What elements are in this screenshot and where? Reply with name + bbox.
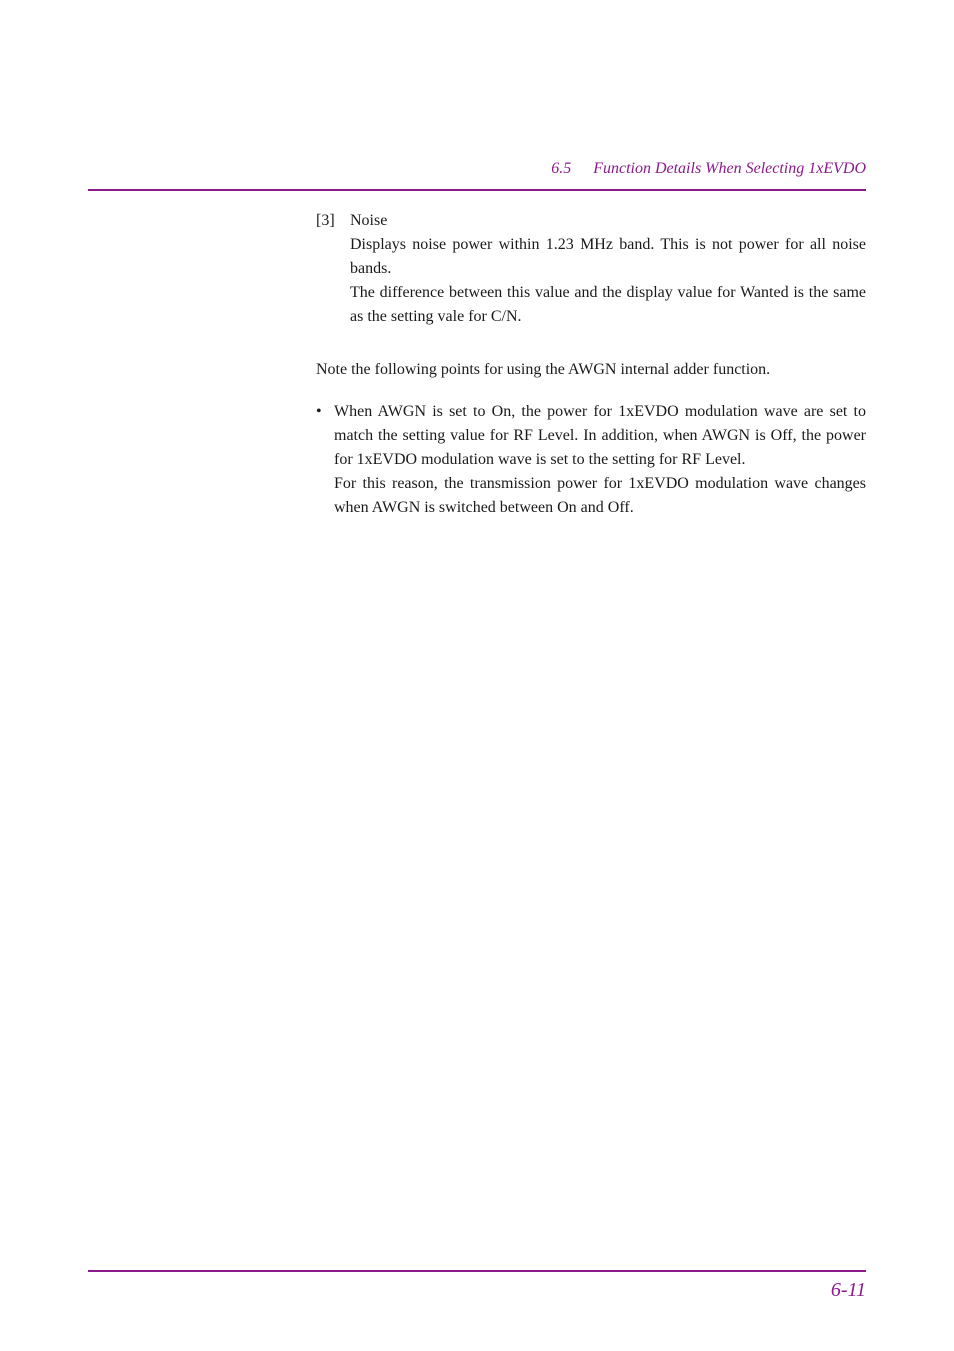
running-header — [551, 160, 866, 178]
page-number: 6-11 — [830, 1279, 866, 1301]
noise-paragraph-2: The difference between this value and the display value for Wanted is the same as the setting vale for C/N. — [350, 284, 866, 325]
noise-item — [316, 209, 866, 329]
item-title: Noise — [350, 212, 388, 229]
note-intro: Note the following points for using the AWGN internal adder function. — [316, 361, 771, 378]
header-rule — [88, 189, 866, 191]
bullet-paragraph-2: For this reason, the transmission power for 1xEVDO modulation wave changes when AWGN is switched between On and Off. — [334, 475, 866, 516]
bullet-paragraph-1: When AWGN is set to On, the power for 1xEVDO modulation wave are set to match the setting value for RF Level. In addition, when AWGN is Off, the power for 1xEVDO modulation wave is set to the setting for RF Level. — [334, 403, 866, 468]
footer-rule — [88, 1270, 866, 1272]
section-title: Function Details When Selecting 1xEVDO — [593, 160, 866, 177]
noise-paragraph-1: Displays noise power within 1.23 MHz band. This is not power for all noise bands. — [350, 236, 866, 277]
list-item — [316, 400, 866, 520]
bullet-list — [316, 400, 866, 520]
bullet-icon: • — [316, 403, 322, 420]
section-number: 6.5 — [551, 160, 572, 177]
item-marker: [3] — [316, 212, 335, 229]
